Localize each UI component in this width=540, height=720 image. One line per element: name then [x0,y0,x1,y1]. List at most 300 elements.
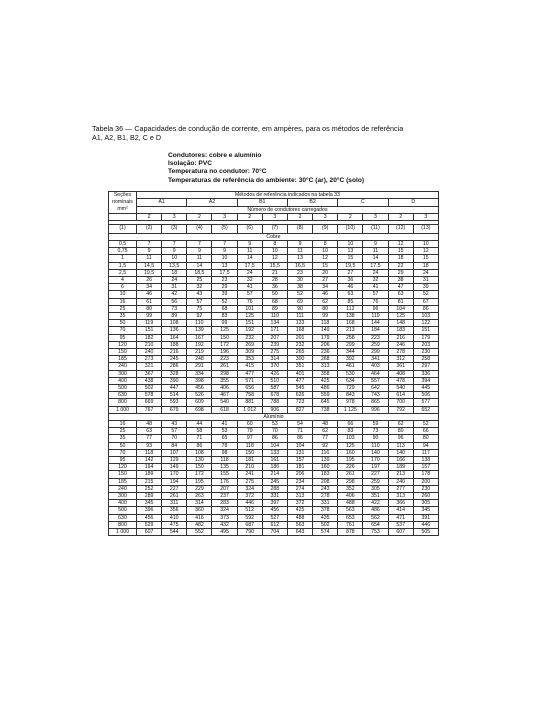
table-cell: 7 [162,240,187,247]
spec-ambient-temp: Temperaturas de referência do ambiente: 30°C (ar), 20°C (solo) [168,176,365,184]
table-cell: 878 [338,529,363,536]
table-cell: 125 [212,327,237,334]
table-cell: 219 [187,348,212,355]
table-cell: 21 [262,269,287,276]
table-cell: 544 [162,529,187,536]
table-cell: 150 [212,334,237,341]
section-header-line: Seções [113,192,132,198]
table-cell: 103 [338,435,363,442]
table-cell: 9 [137,248,162,255]
table-row [109,363,439,370]
table-cell: 86 [262,435,287,442]
table-cell: 185 [109,478,137,485]
table-cell: 23 [212,276,237,283]
table-cell: 210 [237,464,262,471]
table-cell: 10 [313,248,338,255]
table-cell: (12) [388,225,413,234]
current-capacity-table [108,191,439,536]
table-row [109,341,439,348]
table-cell: 243 [313,485,338,492]
table-cell: 1 125 [338,406,363,413]
method-header: A2 [187,199,237,206]
table-cell: 652 [413,406,438,413]
table-cell: 286 [162,363,187,370]
table-cell: 181 [287,464,312,471]
table-cell: 118 [137,449,162,456]
table-cell: 16 [109,298,137,305]
table-cell: 66 [338,420,363,427]
table-cell: 467 [212,392,237,399]
copper-section [109,233,439,240]
table-cell: 345 [413,507,438,514]
table-cell: 98 [212,449,237,456]
table-cell: 344 [338,348,363,355]
table-cell: 8 [262,240,287,247]
table-cell: 328 [162,370,187,377]
table-cell: 41 [237,284,262,291]
table-cell: 195 [338,457,363,464]
table-cell: 283 [212,500,237,507]
table-cell: 43 [187,291,212,298]
table-cell: 26 [137,276,162,283]
table-row [109,392,439,399]
table-cell: 53 [212,428,237,435]
table-cell: 10 [212,255,237,262]
table-cell: 261 [162,493,187,500]
table-cell: 435 [313,514,338,521]
table-cell: 160 [338,449,363,456]
table-cell: 269 [237,341,262,348]
table-cell: 704 [262,529,287,536]
table-cell: 297 [413,363,438,370]
table-cell: 7 [137,240,162,247]
table-cell: 331 [262,493,287,500]
table-cell: 592 [237,514,262,521]
table-cell: 65 [212,435,237,442]
table-cell: 300 [287,356,312,363]
table-cell: 76 [363,298,388,305]
table-cell: 10 [413,240,438,247]
table-cell: 90 [363,435,388,442]
table-cell: (6) [237,225,262,234]
table-cell: 92 [187,312,212,319]
table-cell: 227 [363,471,388,478]
table-cell: 73 [162,305,187,312]
table-cell: 252 [137,485,162,492]
table-cell: 1 [109,255,137,262]
table-cell: 176 [212,478,237,485]
table-cell: 56 [162,298,187,305]
table-cell: 268 [313,356,338,363]
table-row [109,255,439,262]
table-cell: 101 [237,305,262,312]
table-cell: 192 [237,327,262,334]
table-cell: 299 [338,341,363,348]
table-cell: 358 [313,370,338,377]
table-cell: 7 [212,240,237,247]
table-cell: 471 [388,514,413,521]
table-cell: 563 [287,521,312,528]
table-cell: 197 [363,464,388,471]
table-cell: 99 [313,312,338,319]
table-cell: 309 [237,348,262,355]
table-cell: 574 [313,529,338,536]
table-cell: 144 [363,320,388,327]
table-cell: 9 [287,240,312,247]
table-cell: 183 [388,327,413,334]
table-cell: 120 [109,341,137,348]
table-cell: 654 [363,521,388,528]
table-cell: 119 [363,312,388,319]
table-cell: 578 [137,392,162,399]
table-cell: 34 [137,284,162,291]
table-cell: 258 [338,334,363,341]
table-cell: 488 [338,500,363,507]
table-cell: 71 [287,428,312,435]
table-cell: 356 [162,507,187,514]
table-cell: 278 [388,348,413,355]
table-cell: 150 [109,471,137,478]
table-cell: 150 [109,348,137,355]
table-cell: 1 000 [109,529,137,536]
table-cell: 215 [137,478,162,485]
table-cell: 206 [287,471,312,478]
table-cell: 116 [313,449,338,456]
table-cell: 189 [388,464,413,471]
table-cell: 183 [313,471,338,478]
table-cell: 164 [137,464,162,471]
table-cell: 277 [388,485,413,492]
table-cell: 425 [313,377,338,384]
table-cell: 240 [109,363,137,370]
table-cell: 559 [313,392,338,399]
table-cell: 97 [237,435,262,442]
table-cell: 166 [388,457,413,464]
table-cell: 107 [162,449,187,456]
table-cell: 372 [237,493,262,500]
conductor-count-cell: 2 [338,214,363,221]
table-cell: 321 [137,363,162,370]
table-row [109,420,439,427]
table-cell: 207 [212,485,237,492]
table-cell: 300 [109,370,137,377]
table-cell: 482 [187,521,212,528]
table-cell: 213 [388,471,413,478]
table-row [109,464,439,471]
table-row [109,248,439,255]
table-cell: 170 [363,457,388,464]
table-cell: 188 [162,341,187,348]
table-cell: 24 [162,276,187,283]
table-cell: 149 [162,464,187,471]
table-cell: 179 [413,334,438,341]
table-cell: 545 [287,384,312,391]
table-cell: 70 [162,435,187,442]
table-cell: 18,5 [187,269,212,276]
table-cell: 203 [413,341,438,348]
table-cell: 76 [237,298,262,305]
table-cell: 80 [388,428,413,435]
table-cell: 313 [287,493,312,500]
caption-line-1: Tabela 36 — Capacidades de condução de corrente, em ampères, para os métodos de referência [92,124,404,133]
table-cell: 77 [137,435,162,442]
table-cell: 843 [338,392,363,399]
table-cell: 15 [313,262,338,269]
table-row [109,276,439,283]
table-cell: 239 [262,341,287,348]
table-cell: 42 [162,291,187,298]
table-cell: 587 [262,384,287,391]
table-cell: 230 [413,348,438,355]
table-cell: 512 [237,507,262,514]
table-row [109,356,439,363]
table-cell: 54 [287,420,312,427]
table-cell: 506 [413,392,438,399]
table-cell: 160 [313,464,338,471]
conductor-count-cell: 2 [137,214,162,221]
table-cell: 305 [363,485,388,492]
table-cell: 118 [313,320,338,327]
table-cell: 392 [338,356,363,363]
table-cell: 261 [212,363,237,370]
table-cell: 223 [363,334,388,341]
table-cell: 168 [287,327,312,334]
table-cell: 426 [262,370,287,377]
table-cell: 761 [338,521,363,528]
table-cell: 18 [388,255,413,262]
table-cell: 142 [137,457,162,464]
table-cell: 400 [109,377,137,384]
table-cell: 530 [338,370,363,377]
column-number-row [109,225,439,234]
table-cell: 456 [187,384,212,391]
table-cell: 172 [187,471,212,478]
table-cell: 577 [413,399,438,406]
table-cell: (5) [212,225,237,234]
table-cell: 305 [413,500,438,507]
table-cell: 299 [363,348,388,355]
caption-line-2: A1, A2, B1, B2, C e D [92,133,162,142]
table-cell: 313 [388,493,413,500]
table-cell: 63 [388,291,413,298]
table-cell: 11 [187,255,212,262]
table-cell: 110 [363,442,388,449]
table-cell: 502 [137,384,162,391]
table-row [109,320,439,327]
table-cell: 514 [162,392,187,399]
table-cell: 210 [137,341,162,348]
table-cell: 240 [137,348,162,355]
table-row [109,478,439,485]
table-cell: 67 [413,298,438,305]
table-cell: 738 [313,406,338,413]
table-cell: 131 [287,449,312,456]
table-cell: 571 [237,377,262,384]
table-cell: 478 [388,377,413,384]
table-cell: 216 [388,334,413,341]
table-cell: 53 [262,420,287,427]
table-cell: 510 [262,377,287,384]
spec-conductor-temp: Temperatura no condutor: 70°C [168,168,267,176]
table-cell: 288 [262,485,287,492]
table-cell: 104 [388,305,413,312]
table-cell: 50 [262,291,287,298]
table-row [109,284,439,291]
table-cell: 881 [237,399,262,406]
table-cell: 259 [363,341,388,348]
table-cell: 79 [237,428,262,435]
table-cell: 475 [162,521,187,528]
table-cell: 25 [109,305,137,312]
table-row [109,435,439,442]
table-cell: 341 [363,356,388,363]
table-cell: 230 [413,485,438,492]
table-cell: 10 [262,248,287,255]
table-cell: 80 [413,435,438,442]
table-cell: 607 [388,529,413,536]
table-cell: 723 [287,399,312,406]
table-row [109,291,439,298]
table-cell: 62 [313,298,338,305]
table-cell: 94 [413,442,438,449]
table-cell: 236 [313,348,338,355]
table-cell: 148 [388,320,413,327]
table-cell: 139 [313,457,338,464]
table-cell: 20 [313,269,338,276]
table-cell: 241 [237,471,262,478]
table-cell: 58 [187,428,212,435]
table-cell: 118 [212,457,237,464]
table-cell: 19,5 [137,269,162,276]
table-cell: 122 [413,320,438,327]
table-cell: 669 [137,399,162,406]
conductor-count-cell: 3 [212,214,237,221]
table-cell: 89 [262,305,287,312]
table-cell: 9 [212,248,237,255]
table-cell: 77 [313,435,338,442]
table-cell: 8 [313,240,338,247]
table-cell: 110 [262,312,287,319]
table-cell: 99 [212,320,237,327]
table-cell: 32 [187,284,212,291]
table-cell: 138 [338,312,363,319]
table-cell: 213 [338,327,363,334]
table-cell: 10 [162,255,187,262]
table-cell: 432 [212,521,237,528]
table-cell: 477 [237,370,262,377]
table-cell: 171 [262,327,287,334]
table-cell: 373 [212,514,237,521]
table-cell: 630 [109,514,137,521]
table-cell: 291 [187,363,212,370]
table-cell: 61 [137,298,162,305]
table-cell: 865 [363,399,388,406]
table-cell: 129 [162,457,187,464]
table-cell: 298 [212,370,237,377]
table-cell: 996 [363,406,388,413]
table-cell: 140 [363,449,388,456]
table-cell: (11) [363,225,388,234]
table-cell: 139 [187,327,212,334]
table-cell: 170 [162,471,187,478]
table-cell: 800 [109,521,137,528]
table-cell: 85 [338,298,363,305]
table-cell: 394 [413,377,438,384]
table-cell: 39 [413,284,438,291]
table-header [109,192,439,221]
table-cell: 227 [162,485,187,492]
conductor-count-cell: 3 [262,214,287,221]
table-cell: 767 [137,406,162,413]
table-cell: 46 [338,284,363,291]
table-cell: 500 [109,507,137,514]
table-cell: 69 [287,298,312,305]
table-cell: 35 [109,312,137,319]
table-cell: 83 [212,312,237,319]
table-cell: 2,5 [109,269,137,276]
table-cell: 182 [137,334,162,341]
table-cell: 66 [413,428,438,435]
table-cell: 44 [187,420,212,427]
table-row [109,298,439,305]
blank-cell [109,214,137,221]
table-cell: 540 [388,384,413,391]
table-cell: 245 [262,478,287,485]
table-cell: 14 [237,255,262,262]
table-cell: 274 [287,485,312,492]
table-cell: 827 [287,406,312,413]
method-header: D [388,199,438,206]
table-cell: 246 [388,341,413,348]
table-cell: 57 [363,291,388,298]
table-cell: 50 [109,442,137,449]
table-cell: 78 [212,442,237,449]
table-cell: 265 [287,348,312,355]
table-cell: 31 [162,284,187,291]
table-cell: 135 [212,464,237,471]
table-cell: 186 [262,464,287,471]
table-cell: 46 [137,291,162,298]
table-cell: 0,75 [109,248,137,255]
table-cell: 52 [413,420,438,427]
table-cell: 18 [162,269,187,276]
table-cell: 372 [287,500,312,507]
table-cell: 149 [313,327,338,334]
table-cell: 178 [413,471,438,478]
table-cell: 80 [313,305,338,312]
table-cell: 298 [338,478,363,485]
table-cell: 36 [338,276,363,283]
table-cell: 92 [313,442,338,449]
table-cell: 390 [162,377,187,384]
table-cell: 70 [109,327,137,334]
table-cell: 138 [413,457,438,464]
table-cell: 57 [237,291,262,298]
table-cell: 12 [313,255,338,262]
table-cell: 351 [287,363,312,370]
table-cell: 50 [109,320,137,327]
table-row [109,269,439,276]
table-cell: 345 [137,500,162,507]
methods-title: Métodos de referência indicados na tabela 33 [137,192,439,199]
table-cell: 24 [413,269,438,276]
table-cell: 48 [137,420,162,427]
table-cell: 259 [363,478,388,485]
table-cell: 134 [262,320,287,327]
table-cell: 43 [162,420,187,427]
table-cell: 396 [137,507,162,514]
table-cell: 477 [287,377,312,384]
